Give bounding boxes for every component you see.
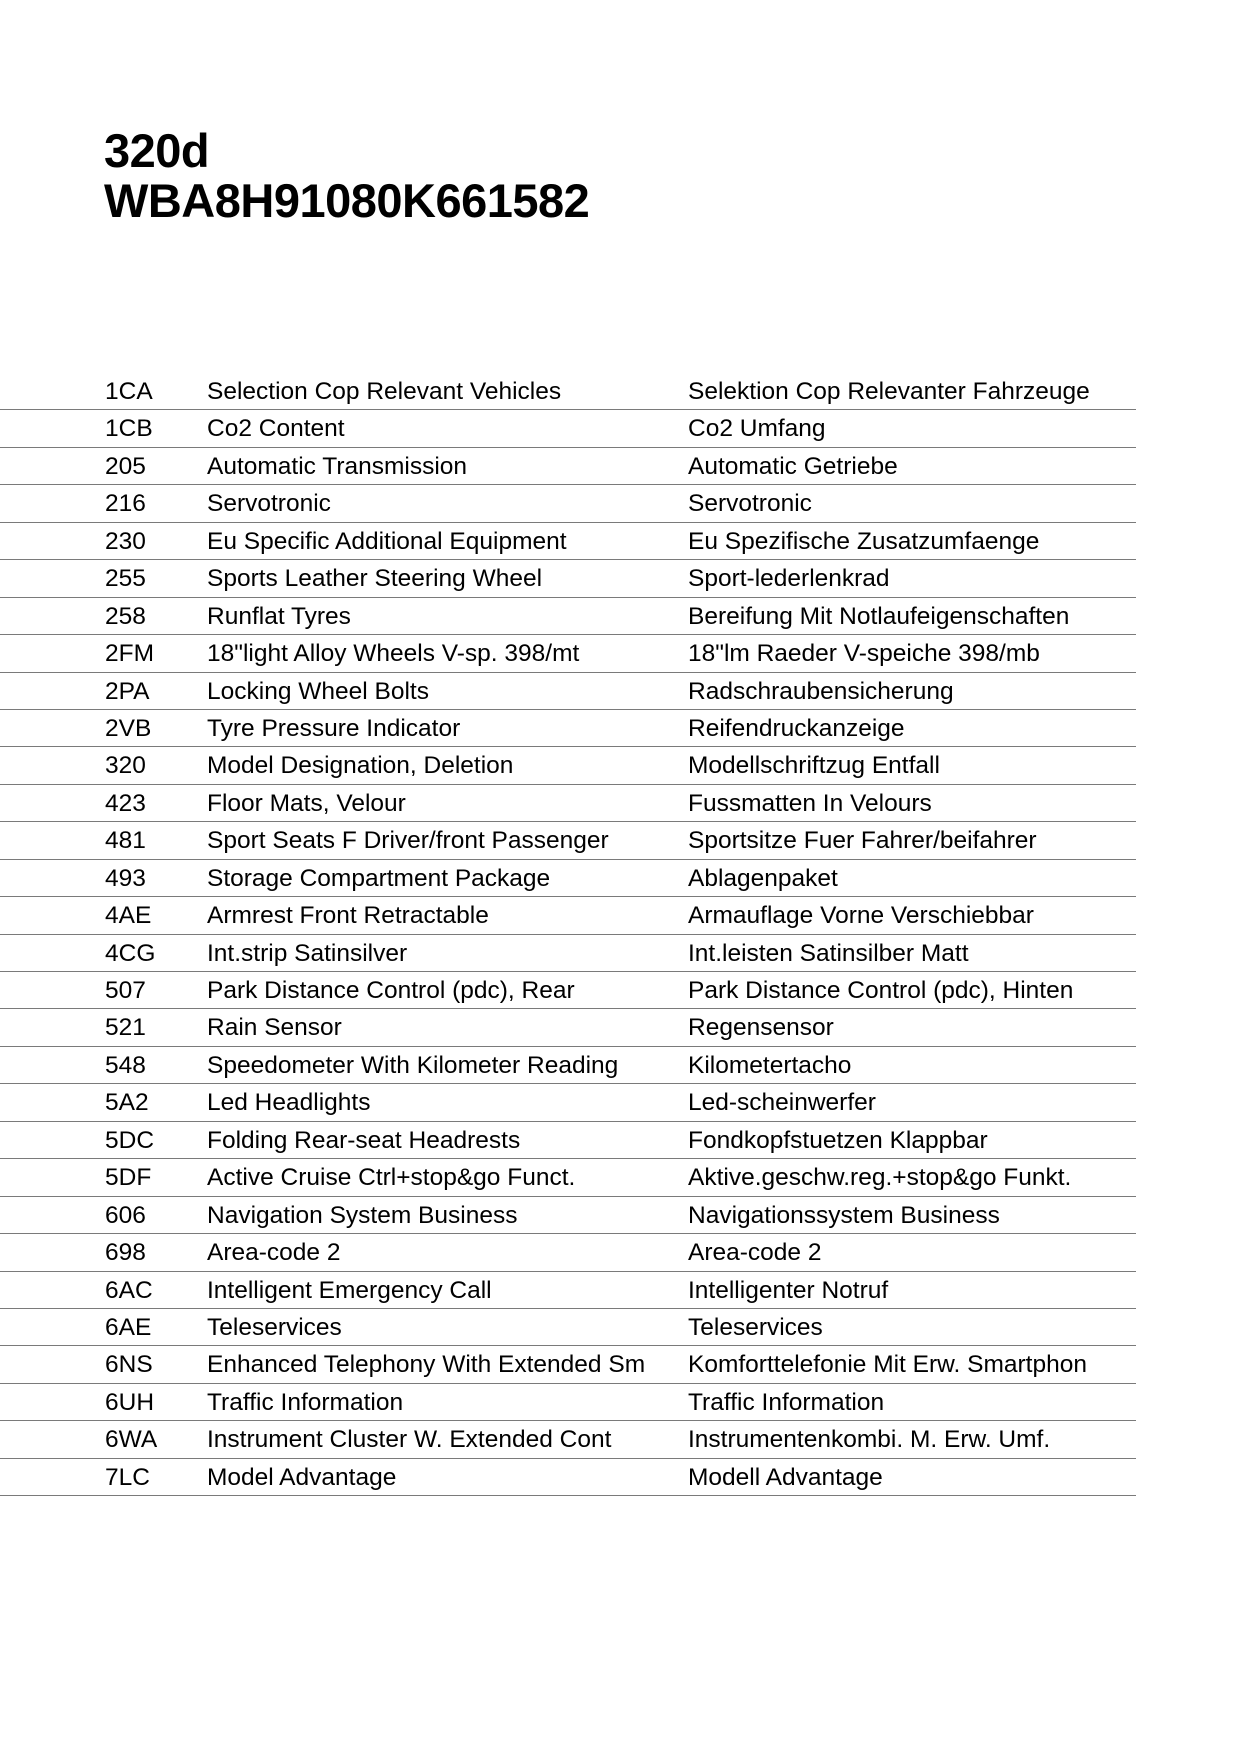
option-description-en: 18"light Alloy Wheels V-sp. 398/mt xyxy=(207,640,580,668)
option-description-de: Radschraubensicherung xyxy=(688,677,954,705)
option-code: 5A2 xyxy=(105,1089,149,1117)
vehicle-title xyxy=(104,126,589,226)
option-code: 2FM xyxy=(105,640,154,668)
option-description-de: Aktive.geschw.reg.+stop&go Funkt. xyxy=(688,1164,1072,1192)
table-row xyxy=(0,1047,1136,1084)
option-description-de: Kilometertacho xyxy=(688,1051,852,1079)
option-code: 216 xyxy=(105,490,146,518)
option-code: 481 xyxy=(105,827,146,855)
option-description-de: Komforttelefonie Mit Erw. Smartphon xyxy=(688,1351,1087,1379)
table-row xyxy=(0,1346,1136,1383)
option-code: 606 xyxy=(105,1201,146,1229)
option-description-en: Floor Mats, Velour xyxy=(207,789,406,817)
option-code: 6AE xyxy=(105,1313,152,1341)
option-description-en: Intelligent Emergency Call xyxy=(207,1276,492,1304)
option-code: 7LC xyxy=(105,1463,150,1491)
table-row xyxy=(0,673,1136,710)
table-row xyxy=(0,635,1136,672)
table-row xyxy=(0,972,1136,1009)
option-description-de: Bereifung Mit Notlaufeigenschaften xyxy=(688,602,1070,630)
option-code: 507 xyxy=(105,977,146,1004)
option-description-en: Folding Rear-seat Headrests xyxy=(207,1126,521,1154)
option-description-de: Navigationssystem Business xyxy=(688,1201,1000,1229)
option-description-de: Traffic Information xyxy=(688,1388,885,1416)
vin-number: WBA8H91080K661582 xyxy=(104,174,590,227)
table-row xyxy=(0,1159,1136,1196)
option-code: 6AC xyxy=(105,1276,153,1304)
option-description-en: Teleservices xyxy=(207,1313,342,1341)
option-description-en: Co2 Content xyxy=(207,415,345,443)
table-row xyxy=(0,860,1136,897)
table-row xyxy=(0,1197,1136,1234)
option-description-de: 18"lm Raeder V-speiche 398/mb xyxy=(688,640,1040,668)
option-description-de: Servotronic xyxy=(688,490,812,518)
option-description-en: Int.strip Satinsilver xyxy=(207,939,408,967)
option-description-de: Co2 Umfang xyxy=(688,415,826,443)
option-description-de: Regensensor xyxy=(688,1014,834,1042)
table-row xyxy=(0,410,1136,447)
option-description-de: Modellschriftzug Entfall xyxy=(688,752,940,780)
option-code: 6UH xyxy=(105,1388,155,1416)
table-row xyxy=(0,935,1136,972)
option-description-de: Automatic Getriebe xyxy=(688,452,898,480)
option-code: 548 xyxy=(105,1051,146,1079)
option-code: 6WA xyxy=(105,1426,158,1454)
option-description-de: Sportsitze Fuer Fahrer/beifahrer xyxy=(688,827,1037,855)
option-description-en: Led Headlights xyxy=(207,1089,371,1117)
option-description-en: Area-code 2 xyxy=(207,1239,341,1267)
table-row xyxy=(0,373,1136,410)
option-code: 4AE xyxy=(105,902,152,930)
option-description-en: Locking Wheel Bolts xyxy=(207,677,429,705)
option-description-en: Model Advantage xyxy=(207,1463,397,1491)
option-description-en: Automatic Transmission xyxy=(207,452,468,480)
table-row xyxy=(0,1084,1136,1121)
table-row xyxy=(0,747,1136,784)
table-row xyxy=(0,523,1136,560)
option-description-en: Instrument Cluster W. Extended Cont xyxy=(207,1426,612,1454)
table-row xyxy=(0,485,1136,522)
table-row xyxy=(0,785,1136,822)
option-description-en: Traffic Information xyxy=(207,1388,404,1416)
option-code: 2VB xyxy=(105,714,152,742)
table-row xyxy=(0,1309,1136,1346)
option-code: 5DC xyxy=(105,1126,155,1154)
option-description-en: Armrest Front Retractable xyxy=(207,902,489,930)
table-row xyxy=(0,598,1136,635)
option-description-en: Selection Cop Relevant Vehicles xyxy=(207,378,562,405)
option-description-de: Park Distance Control (pdc), Hinten xyxy=(688,977,1074,1004)
option-description-en: Navigation System Business xyxy=(207,1201,518,1229)
table-row xyxy=(0,1272,1136,1309)
option-code: 255 xyxy=(105,565,146,593)
option-description-en: Servotronic xyxy=(207,490,331,518)
table-row xyxy=(0,1384,1136,1421)
option-description-en: Sports Leather Steering Wheel xyxy=(207,565,543,593)
option-description-de: Led-scheinwerfer xyxy=(688,1089,876,1117)
option-description-en: Model Designation, Deletion xyxy=(207,752,514,780)
option-code: 230 xyxy=(105,527,146,555)
table-row xyxy=(0,1234,1136,1271)
option-code: 1CA xyxy=(105,378,153,405)
option-description-de: Sport-lederlenkrad xyxy=(688,565,890,593)
option-description-en: Storage Compartment Package xyxy=(207,864,551,892)
option-description-de: Intelligenter Notruf xyxy=(688,1276,889,1304)
option-description-en: Speedometer With Kilometer Reading xyxy=(207,1051,619,1079)
option-description-de: Ablagenpaket xyxy=(688,864,838,892)
table-row xyxy=(0,560,1136,597)
table-row xyxy=(0,822,1136,859)
table-row xyxy=(0,448,1136,485)
table-row xyxy=(0,1459,1136,1496)
option-description-en: Tyre Pressure Indicator xyxy=(207,714,461,742)
option-description-de: Area-code 2 xyxy=(688,1239,822,1267)
option-description-de: Selektion Cop Relevanter Fahrzeuge xyxy=(688,378,1090,405)
option-description-de: Eu Spezifische Zusatzumfaenge xyxy=(688,527,1040,555)
option-code: 1CB xyxy=(105,415,153,443)
option-description-en: Runflat Tyres xyxy=(207,602,351,630)
table-row xyxy=(0,1009,1136,1046)
option-description-de: Armauflage Vorne Verschiebbar xyxy=(688,902,1034,930)
option-description-en: Sport Seats F Driver/front Passenger xyxy=(207,827,609,855)
option-description-en: Rain Sensor xyxy=(207,1014,342,1042)
table-row xyxy=(0,710,1136,747)
option-description-de: Int.leisten Satinsilber Matt xyxy=(688,939,969,967)
option-description-en: Active Cruise Ctrl+stop&go Funct. xyxy=(207,1164,576,1192)
option-code: 258 xyxy=(105,602,146,630)
option-code: 698 xyxy=(105,1239,146,1267)
option-code: 205 xyxy=(105,452,146,480)
table-row xyxy=(0,1122,1136,1159)
option-code: 4CG xyxy=(105,939,156,967)
option-description-de: Fussmatten In Velours xyxy=(688,789,932,817)
table-row xyxy=(0,1421,1136,1458)
option-code: 5DF xyxy=(105,1164,152,1192)
option-code: 521 xyxy=(105,1014,146,1042)
option-description-de: Modell Advantage xyxy=(688,1463,883,1491)
option-description-de: Reifendruckanzeige xyxy=(688,714,905,742)
option-code: 320 xyxy=(105,752,146,780)
option-description-de: Teleservices xyxy=(688,1313,823,1341)
option-description-de: Fondkopfstuetzen Klappbar xyxy=(688,1126,988,1154)
option-code: 493 xyxy=(105,864,146,892)
option-code: 2PA xyxy=(105,677,150,705)
option-code: 6NS xyxy=(105,1351,153,1379)
option-description-en: Enhanced Telephony With Extended Sm xyxy=(207,1351,646,1379)
model-name: 320d xyxy=(104,124,210,177)
options-table xyxy=(0,373,1136,1496)
option-description-en: Park Distance Control (pdc), Rear xyxy=(207,977,575,1004)
option-code: 423 xyxy=(105,789,146,817)
option-description-en: Eu Specific Additional Equipment xyxy=(207,527,567,555)
option-description-de: Instrumentenkombi. M. Erw. Umf. xyxy=(688,1426,1051,1454)
table-row xyxy=(0,897,1136,934)
